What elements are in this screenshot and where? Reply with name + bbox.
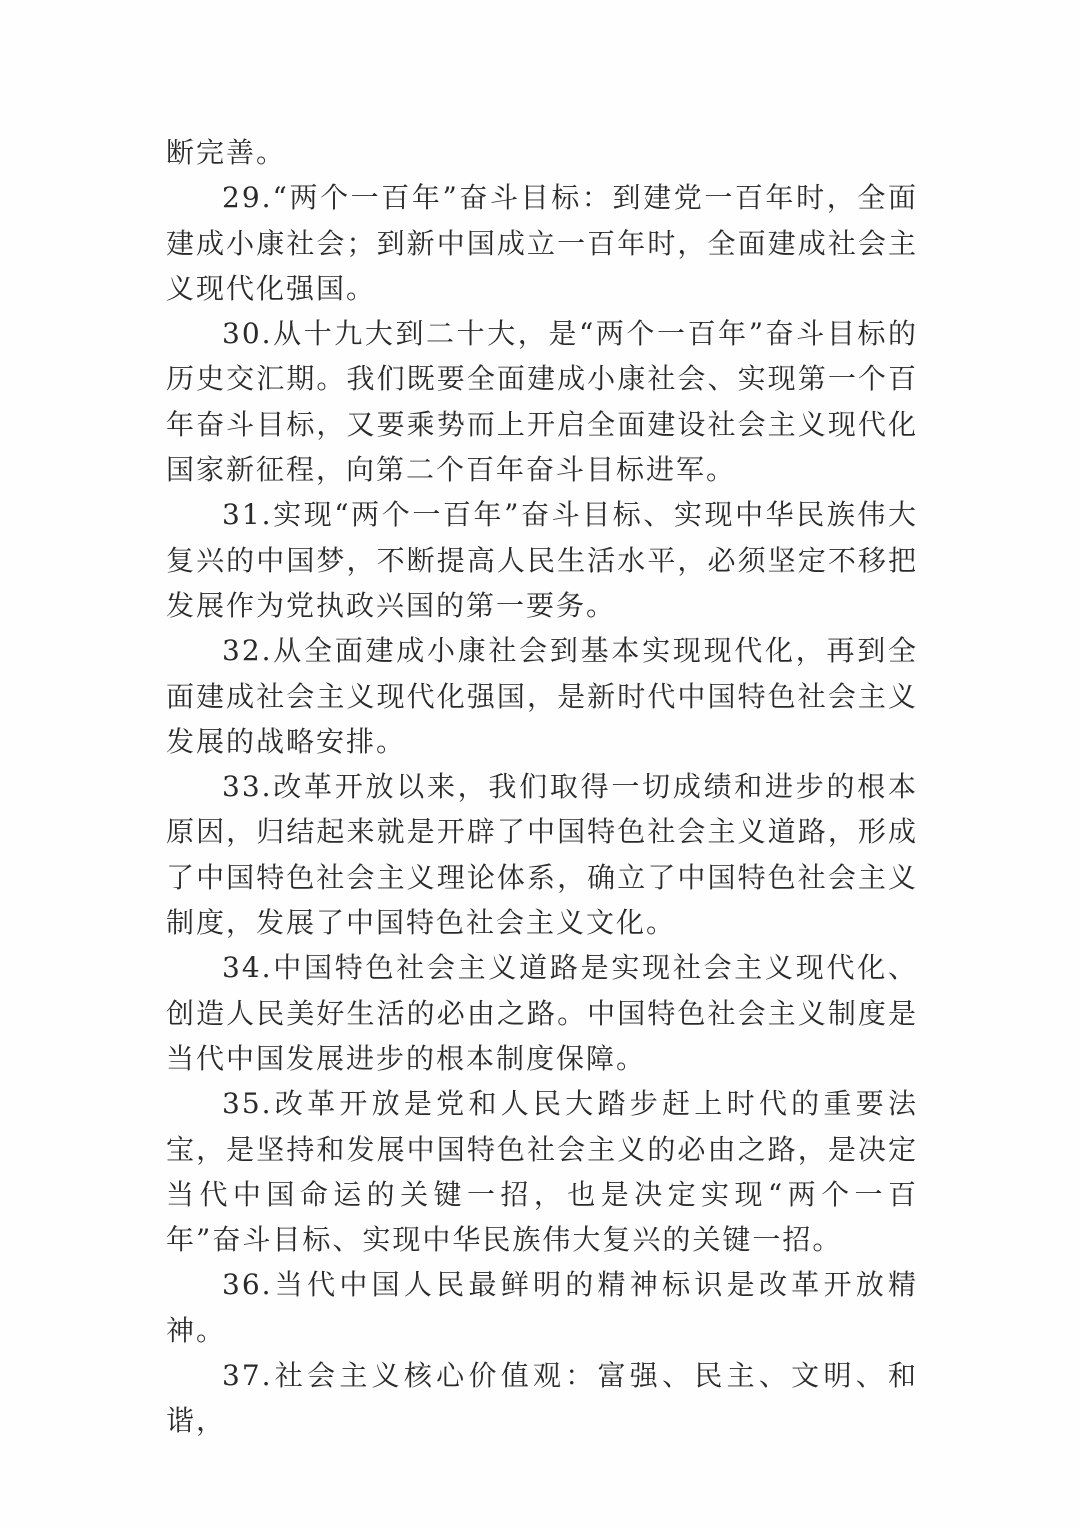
paragraph-32: 32.从全面建成小康社会到基本实现现代化，再到全面建成社会主义现代化强国，是新时代中国特色社会主义发展的战略安排。: [166, 634, 918, 758]
paragraph-29: 29.“两个一百年”奋斗目标：到建党一百年时，全面建成小康社会；到新中国成立一百年时，全面建成社会主义现代化强国。: [166, 181, 918, 305]
paragraph-31: 31.实现“两个一百年”奋斗目标、实现中华民族伟大复兴的中国梦，不断提高人民生活水平，必须坚定不移把发展作为党执政兴国的第一要务。: [166, 498, 918, 622]
paragraph-36: 36.当代中国人民最鲜明的精神标识是改革开放精神。: [166, 1268, 918, 1347]
paragraph-30: 30.从十九大到二十大，是“两个一百年”奋斗目标的历史交汇期。我们既要全面建成小康社会、实现第一个百年奋斗目标，又要乘势而上开启全面建设社会主义现代化国家新征程，向第二个百年奋斗目标进军。: [166, 317, 918, 487]
paragraph-continuation: 断完善。: [166, 136, 287, 169]
paragraph-33: 33.改革开放以来，我们取得一切成绩和进步的根本原因，归结起来就是开辟了中国特色社会主义道路，形成了中国特色社会主义理论体系，确立了中国特色社会主义制度，发展了中国特色社会主义文化。: [166, 770, 918, 940]
paragraph-37: 37.社会主义核心价值观：富强、民主、文明、和谐，: [166, 1359, 918, 1438]
paragraph-34: 34.中国特色社会主义道路是实现社会主义现代化、创造人民美好生活的必由之路。中国特色社会主义制度是当代中国发展进步的根本制度保障。: [166, 951, 918, 1075]
paragraph-35: 35.改革开放是党和人民大踏步赶上时代的重要法宝，是坚持和发展中国特色社会主义的必由之路，是决定当代中国命运的关键一招，也是决定实现“两个一百年”奋斗目标、实现中华民族伟大复兴的关键一招。: [166, 1087, 918, 1257]
document-body: [166, 130, 918, 1444]
